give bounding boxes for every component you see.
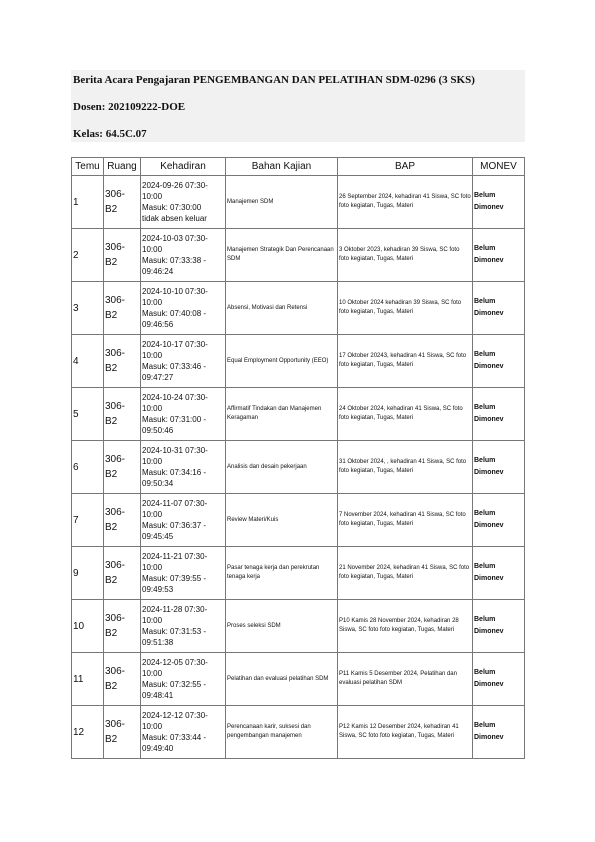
kehadiran-line: 09:47:27 <box>142 373 174 382</box>
cell-bahan-kajian: Equal Employment Opportunity (EEO) <box>226 335 338 388</box>
kehadiran-line: Masuk: 07:32:55 - <box>142 680 207 689</box>
cell-bahan-kajian: Review Materi/Kuis <box>226 494 338 547</box>
cell-kehadiran <box>141 600 226 653</box>
kehadiran-line: 2024-11-21 07:30- <box>142 552 208 561</box>
kehadiran-line: 10:00 <box>142 192 163 201</box>
monev-status-line: Dimonev <box>474 416 504 423</box>
cell-monev <box>473 600 525 653</box>
cell-monev <box>473 282 525 335</box>
monev-status-line: Dimonev <box>474 628 504 635</box>
cell-bap: 10 Oktober 2024 kehadiran 39 Siswa, SC foto foto kegiatan, Tugas, Materi <box>338 282 473 335</box>
cell-ruang <box>104 229 141 282</box>
kehadiran-line: Masuk: 07:31:00 - <box>142 415 207 424</box>
cell-temu: 6 <box>72 441 104 494</box>
ruang-line: B2 <box>105 469 118 480</box>
cell-temu: 5 <box>72 388 104 441</box>
cell-ruang <box>104 388 141 441</box>
cell-bap: 26 September 2024, kehadiran 41 Siswa, SC foto foto kegiatan, Tugas, Materi <box>338 176 473 229</box>
kehadiran-line: 09:51:38 <box>142 638 174 647</box>
monev-status-line: Belum <box>474 669 496 676</box>
cell-kehadiran <box>141 547 226 600</box>
kehadiran-line: Masuk: 07:33:46 - <box>142 362 207 371</box>
kehadiran-line: 09:50:46 <box>142 426 174 435</box>
kehadiran-line: Masuk: 07:36:37 - <box>142 521 207 530</box>
col-header-kehadiran: Kehadiran <box>141 158 226 176</box>
ruang-line: 306- <box>105 348 126 359</box>
cell-ruang <box>104 441 141 494</box>
cell-kehadiran <box>141 282 226 335</box>
cell-bahan-kajian: Affirmatif Tindakan dan Manajemen Keragaman <box>226 388 338 441</box>
table-row <box>72 653 525 706</box>
monev-status-line: Dimonev <box>474 681 504 688</box>
ruang-line: 306- <box>105 666 126 677</box>
ruang-line: 306- <box>105 719 126 730</box>
monev-status-line: Dimonev <box>474 522 504 529</box>
cell-monev <box>473 388 525 441</box>
kehadiran-line: 10:00 <box>142 510 163 519</box>
cell-temu: 9 <box>72 547 104 600</box>
monev-status-line: Dimonev <box>474 469 504 476</box>
table-row <box>72 335 525 388</box>
cell-monev <box>473 547 525 600</box>
cell-monev <box>473 176 525 229</box>
cell-temu: 7 <box>72 494 104 547</box>
kehadiran-line: 09:49:53 <box>142 585 174 594</box>
ruang-line: B2 <box>105 416 118 427</box>
cell-monev <box>473 441 525 494</box>
kehadiran-line: 10:00 <box>142 404 163 413</box>
cell-bap: 3 Oktober 2023, kehadiran 39 Siswa, SC foto foto kegiatan, Tugas, Materi <box>338 229 473 282</box>
kehadiran-line: 09:49:40 <box>142 744 174 753</box>
monev-status-line: Dimonev <box>474 734 504 741</box>
kehadiran-line: 10:00 <box>142 457 163 466</box>
cell-kehadiran <box>141 706 226 759</box>
cell-kehadiran <box>141 494 226 547</box>
cell-bap: P12 Kamis 12 Desember 2024, kehadiran 41 Siswa, SC foto foto kegiatan, Tugas, Materi <box>338 706 473 759</box>
monev-status-line: Belum <box>474 404 496 411</box>
lecturer-line: Dosen: 202109222-DOE <box>73 101 186 113</box>
document-title: Berita Acara Pengajaran PENGEMBANGAN DAN PELATIHAN SDM-0296 (3 SKS) <box>73 74 475 86</box>
ruang-line: B2 <box>105 522 118 533</box>
cell-kehadiran <box>141 335 226 388</box>
cell-monev <box>473 494 525 547</box>
kehadiran-line: 09:48:41 <box>142 691 174 700</box>
kehadiran-line: Masuk: 07:33:44 - <box>142 733 207 742</box>
cell-kehadiran <box>141 229 226 282</box>
table-row <box>72 706 525 759</box>
cell-bap: 31 Oktober 2024, , kehadiran 41 Siswa, SC foto foto kegiatan, Tugas, Materi <box>338 441 473 494</box>
table-row <box>72 494 525 547</box>
kehadiran-line: 2024-12-05 07:30- <box>142 658 208 667</box>
cell-bahan-kajian: Absensi, Motivasi dan Retensi <box>226 282 338 335</box>
monev-status-line: Belum <box>474 563 496 570</box>
cell-bap: P11 Kamis 5 Desember 2024, Pelatihan dan evaluasi pelatihan SDM <box>338 653 473 706</box>
kehadiran-line: 2024-11-28 07:30- <box>142 605 208 614</box>
cell-monev <box>473 653 525 706</box>
ruang-line: 306- <box>105 189 126 200</box>
kehadiran-line: 2024-10-03 07:30- <box>142 234 208 243</box>
kehadiran-line: 10:00 <box>142 722 163 731</box>
kehadiran-line: Masuk: 07:40:08 - <box>142 309 207 318</box>
monev-status-line: Dimonev <box>474 575 504 582</box>
cell-bahan-kajian: Pasar tenaga kerja dan perekrutan tenaga kerja <box>226 547 338 600</box>
ruang-line: B2 <box>105 575 118 586</box>
kehadiran-line: 2024-12-12 07:30- <box>142 711 208 720</box>
kehadiran-line: 10:00 <box>142 669 163 678</box>
kehadiran-line: 09:50:34 <box>142 479 174 488</box>
cell-ruang <box>104 282 141 335</box>
kehadiran-line: 10:00 <box>142 351 163 360</box>
kehadiran-line: 10:00 <box>142 616 163 625</box>
cell-kehadiran <box>141 653 226 706</box>
col-header-bap: BAP <box>338 158 473 176</box>
ruang-line: 306- <box>105 613 126 624</box>
cell-ruang <box>104 706 141 759</box>
monev-status-line: Dimonev <box>474 257 504 264</box>
monev-status-line: Belum <box>474 457 496 464</box>
col-header-ruang: Ruang <box>104 158 141 176</box>
cell-bahan-kajian: Perencanaan karir, suksesi dan pengembangan manajemen <box>226 706 338 759</box>
ruang-line: B2 <box>105 681 118 692</box>
table-row <box>72 282 525 335</box>
monev-status-line: Belum <box>474 351 496 358</box>
kehadiran-line: tidak absen keluar <box>142 214 207 223</box>
monev-status-line: Belum <box>474 616 496 623</box>
cell-ruang <box>104 547 141 600</box>
cell-ruang <box>104 335 141 388</box>
cell-kehadiran <box>141 388 226 441</box>
kehadiran-line: 09:46:56 <box>142 320 174 329</box>
document-header <box>71 70 525 142</box>
kehadiran-line: Masuk: 07:34:16 - <box>142 468 207 477</box>
cell-bahan-kajian: Analisis dan desain pekerjaan <box>226 441 338 494</box>
cell-ruang <box>104 176 141 229</box>
table-row <box>72 388 525 441</box>
ruang-line: 306- <box>105 295 126 306</box>
cell-kehadiran <box>141 441 226 494</box>
cell-bap: 17 Oktober 20243, kehadiran 41 Siswa, SC foto foto kegiatan, Tugas, Materi <box>338 335 473 388</box>
bap-table <box>71 157 525 759</box>
cell-monev <box>473 706 525 759</box>
kehadiran-line: 10:00 <box>142 563 163 572</box>
ruang-line: B2 <box>105 628 118 639</box>
cell-temu: 1 <box>72 176 104 229</box>
cell-kehadiran <box>141 176 226 229</box>
ruang-line: 306- <box>105 401 126 412</box>
cell-ruang <box>104 494 141 547</box>
monev-status-line: Belum <box>474 722 496 729</box>
kehadiran-line: 2024-10-24 07:30- <box>142 393 208 402</box>
cell-ruang <box>104 653 141 706</box>
ruang-line: B2 <box>105 204 118 215</box>
cell-temu: 2 <box>72 229 104 282</box>
col-header-bahan-kajian: Bahan Kajian <box>226 158 338 176</box>
table-row <box>72 176 525 229</box>
monev-status-line: Dimonev <box>474 204 504 211</box>
ruang-line: 306- <box>105 560 126 571</box>
cell-temu: 3 <box>72 282 104 335</box>
kehadiran-line: Masuk: 07:39:55 - <box>142 574 207 583</box>
monev-status-line: Dimonev <box>474 310 504 317</box>
monev-status-line: Belum <box>474 298 496 305</box>
ruang-line: B2 <box>105 363 118 374</box>
ruang-line: B2 <box>105 310 118 321</box>
kehadiran-line: 2024-10-10 07:30- <box>142 287 208 296</box>
table-row <box>72 441 525 494</box>
ruang-line: 306- <box>105 507 126 518</box>
kehadiran-line: 09:45:45 <box>142 532 174 541</box>
cell-bahan-kajian: Pelatihan dan evaluasi pelatihan SDM <box>226 653 338 706</box>
monev-status-line: Belum <box>474 510 496 517</box>
cell-monev <box>473 335 525 388</box>
cell-temu: 11 <box>72 653 104 706</box>
cell-bap: 7 November 2024, kehadiran 41 Siswa, SC foto foto kegiatan, Tugas, Materi <box>338 494 473 547</box>
ruang-line: B2 <box>105 734 118 745</box>
cell-bap: 21 November 2024, kehadiran 41 Siswa, SC foto foto kegiatan, Tugas, Materi <box>338 547 473 600</box>
kehadiran-line: 2024-09-26 07:30- <box>142 181 208 190</box>
kehadiran-line: 10:00 <box>142 298 163 307</box>
monev-status-line: Belum <box>474 245 496 252</box>
cell-bap: 24 Oktober 2024, kehadiran 41 Siswa, SC foto foto kegiatan, Tugas, Materi <box>338 388 473 441</box>
kehadiran-line: Masuk: 07:30:00 <box>142 203 202 212</box>
cell-temu: 12 <box>72 706 104 759</box>
class-line: Kelas: 64.5C.07 <box>73 128 147 140</box>
cell-bahan-kajian: Proses seleksi SDM <box>226 600 338 653</box>
table-header-row <box>72 158 525 176</box>
table-row <box>72 547 525 600</box>
monev-status-line: Belum <box>474 192 496 199</box>
monev-status-line: Dimonev <box>474 363 504 370</box>
col-header-monev: MONEV <box>473 158 525 176</box>
kehadiran-line: 09:46:24 <box>142 267 174 276</box>
cell-bahan-kajian: Manajemen SDM <box>226 176 338 229</box>
cell-ruang <box>104 600 141 653</box>
ruang-line: 306- <box>105 454 126 465</box>
cell-monev <box>473 229 525 282</box>
table-row <box>72 229 525 282</box>
kehadiran-line: 2024-11-07 07:30- <box>142 499 208 508</box>
kehadiran-line: 2024-10-31 07:30- <box>142 446 208 455</box>
kehadiran-line: 10:00 <box>142 245 163 254</box>
ruang-line: 306- <box>105 242 126 253</box>
ruang-line: B2 <box>105 257 118 268</box>
table-row <box>72 600 525 653</box>
cell-bahan-kajian: Manajemen Strategik Dan Perencanaan SDM <box>226 229 338 282</box>
cell-temu: 10 <box>72 600 104 653</box>
cell-bap: P10 Kamis 28 November 2024, kehadiran 28 Siswa, SC foto foto kegiatan, Tugas, Materi <box>338 600 473 653</box>
col-header-temu: Temu <box>72 158 104 176</box>
kehadiran-line: Masuk: 07:31:53 - <box>142 627 207 636</box>
kehadiran-line: 2024-10-17 07:30- <box>142 340 208 349</box>
cell-temu: 4 <box>72 335 104 388</box>
kehadiran-line: Masuk: 07:33:38 - <box>142 256 207 265</box>
